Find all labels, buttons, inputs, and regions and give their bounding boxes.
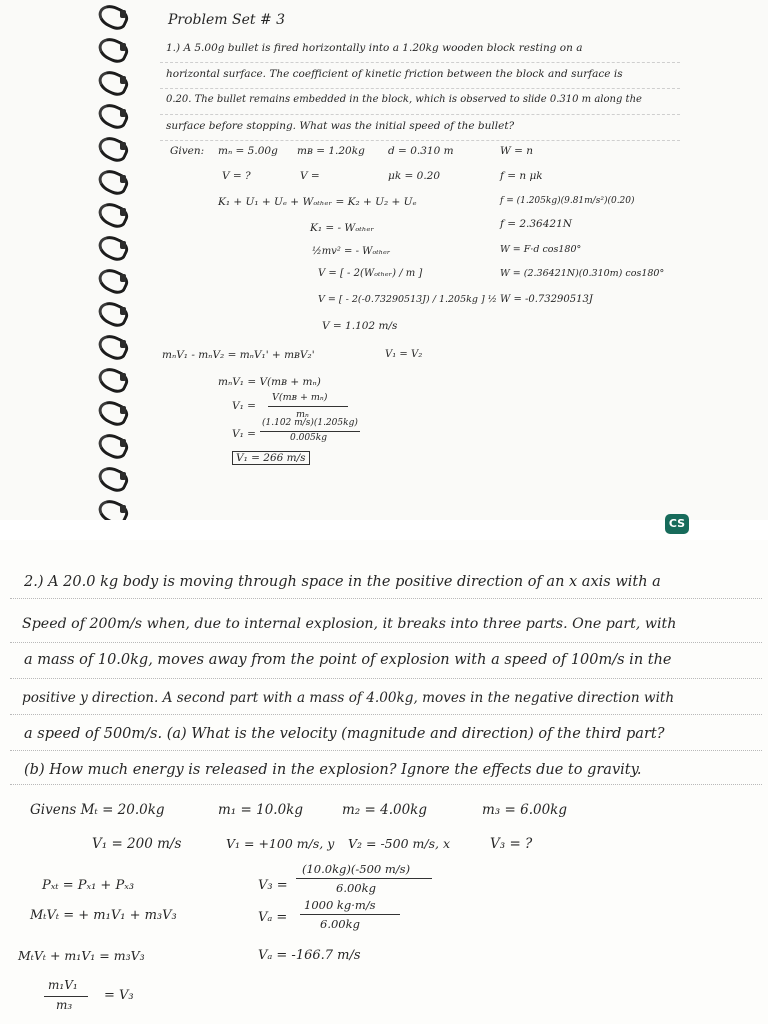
page-title: Problem Set # 3 (168, 12, 286, 28)
problem2-line-5: a speed of 500m/s. (a) What is the velocity (magnitude and direction) of the third part? (24, 726, 665, 742)
given-mass-block: mʙ = 1.20kg (297, 145, 365, 157)
problem2-line-3: a mass of 10.0kg, moves away from the point of explosion with a speed of 100m/s in the (24, 652, 672, 668)
va-numerator: 1000 kg·m/s (304, 898, 376, 912)
problem1-line-2: horizontal surface. The coefficient of kinetic friction between the block and surface is (166, 68, 623, 80)
camscanner-badge: CS (665, 514, 689, 534)
friction-value: f = 2.36421N (500, 218, 572, 230)
momentum-step-3-numerator: (1.102 m/s)(1.205kg) (262, 418, 358, 428)
unknown-velocity: V = ? (222, 170, 251, 182)
spiral-ring (92, 499, 126, 520)
problem1-line-3: 0.20. The bullet remains embedded in the block, which is observed to slide 0.310 m along the (166, 94, 642, 105)
rearranged-equation: MₜVₜ + m₁V₁ = m₃V₃ (18, 948, 145, 963)
given-distance: d = 0.310 m (388, 145, 454, 157)
given-mass-bullet: mₙ = 5.00g (218, 145, 278, 157)
velocity-fraction: V = [ - 2(Wₒₜₕₑᵣ) / m ] (318, 268, 423, 279)
notebook-page-bottom (0, 540, 768, 1024)
momentum-step-3-lhs: V₁ = (232, 428, 256, 440)
spiral-ring (92, 433, 126, 455)
spiral-ring (92, 202, 126, 224)
given-label: Given: (170, 145, 205, 157)
boxed-answer: V₁ = 266 m/s (232, 451, 310, 465)
friction-coefficient: μk = 0.20 (388, 170, 441, 182)
momentum-step-2-numerator: V(mʙ + mₙ) (272, 392, 328, 403)
momentum-equation: mₙV₁ - mₙV₂ = mₙV₁' + mʙV₂' (162, 349, 315, 361)
spiral-ring (92, 4, 126, 26)
spiral-ring (92, 334, 126, 356)
v3-numerator: (10.0kg)(-500 m/s) (302, 862, 411, 876)
spiral-ring (92, 235, 126, 257)
spiral-ring (92, 70, 126, 92)
friction-substitution: f = (1.205kg)(9.81m/s²)(0.20) (500, 196, 635, 206)
problem2-line-2: Speed of 200m/s when, due to internal explosion, it breaks into three parts. One part, with (22, 616, 677, 632)
momentum-step-2-denominator: mₙ (296, 409, 309, 420)
given-mass-1: m₁ = 10.0kg (218, 802, 303, 818)
velocity-blank: V = (300, 170, 320, 182)
velocity-substitution: V = [ - 2(-0.73290513J) / 1.205kg ] ½ (318, 294, 497, 305)
momentum-x-equation: Pₓₜ = Pₓ₁ + Pₓ₃ (42, 878, 135, 893)
spiral-binding (92, 0, 132, 520)
spiral-ring (92, 136, 126, 158)
given-mass-2: m₂ = 4.00kg (342, 802, 427, 818)
work-formula: W = F·d cos180° (500, 244, 582, 255)
given-mass-3: m₃ = 6.00kg (482, 802, 567, 818)
problem2-line-6: (b) How much energy is released in the explosion? Ignore the effects due to gravity. (24, 762, 642, 778)
spiral-ring (92, 169, 126, 191)
velocity-answer: V = 1.102 m/s (322, 320, 398, 332)
given-weight: W = n (500, 145, 534, 157)
problem1-line-4: surface before stopping. What was the initial speed of the bullet? (166, 120, 515, 132)
work-value: W = -0.73290513J (500, 294, 593, 305)
spiral-ring (92, 367, 126, 389)
va-denominator: 6.00kg (320, 917, 360, 931)
va-lhs: Vₐ = (258, 910, 288, 925)
fraction-rhs: = V₃ (104, 988, 134, 1003)
spiral-ring (92, 37, 126, 59)
given-velocity-1: V₁ = +100 m/s, y (226, 836, 335, 851)
problem2-line-1: 2.) A 20.0 kg body is moving through space in the positive direction of an x axis with a (24, 574, 661, 590)
v3-denominator: 6.00kg (336, 881, 376, 895)
spiral-ring (92, 268, 126, 290)
unknown-velocity-3: V₃ = ? (490, 836, 533, 852)
spiral-ring (92, 103, 126, 125)
momentum-step-2-lhs: V₁ = (232, 400, 256, 412)
energy-equation: K₁ + U₁ + Uₑ + Wₒₜₕₑᵣ = K₂ + U₂ + Uₑ (218, 196, 417, 208)
spiral-ring (92, 400, 126, 422)
velocity-equality: V₁ = V₂ (385, 349, 423, 360)
mass-velocity-equation: MₜVₜ = + m₁V₁ + m₃V₃ (30, 908, 177, 923)
kinetic-work-equation: K₁ = - Wₒₜₕₑᵣ (310, 222, 375, 234)
work-substitution: W = (2.36421N)(0.310m) cos180° (500, 268, 665, 279)
spiral-ring (92, 301, 126, 323)
spiral-ring (92, 466, 126, 488)
va-answer: Vₐ = -166.7 m/s (258, 948, 361, 963)
fraction-denominator: m₃ (56, 998, 73, 1012)
problem1-line-1: 1.) A 5.00g bullet is fired horizontally into a 1.20kg wooden block resting on a (166, 42, 583, 54)
problem2-line-4: positive y direction. A second part with a mass of 4.00kg, moves in the negative direction with (22, 690, 675, 706)
fraction-numerator: m₁V₁ (48, 978, 78, 992)
friction-equation: f = n μk (500, 170, 543, 182)
momentum-step-1: mₙV₁ = V(mʙ + mₙ) (218, 376, 321, 388)
v3-lhs: V₃ = (258, 878, 288, 893)
given-total-mass: Givens Mₜ = 20.0kg (30, 802, 165, 818)
given-velocity-2: V₂ = -500 m/s, x (348, 836, 450, 851)
given-velocity-total: V₁ = 200 m/s (92, 836, 182, 852)
half-mv-squared: ½mv² = - Wₒₜₕₑᵣ (312, 246, 391, 257)
momentum-step-3-denominator: 0.005kg (290, 433, 327, 443)
